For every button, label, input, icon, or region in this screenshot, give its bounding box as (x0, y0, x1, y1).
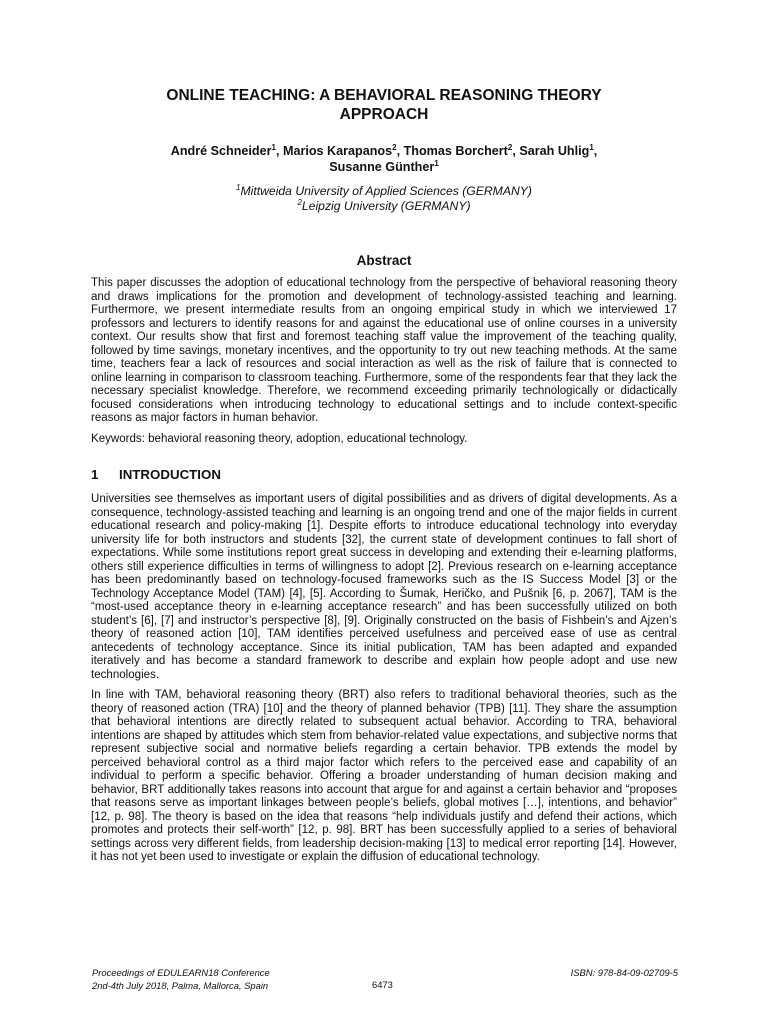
affiliation-item (91, 199, 677, 214)
title-line-2: APPROACH (339, 106, 429, 123)
conference-date-location: 2nd-4th July 2018, Palma, Mallorca, Spain (92, 979, 269, 991)
body-paragraph: In line with TAM, behavioral reasoning theory (BRT) also refers to traditional behavioral theories, such as the theory of reasoned action (TRA) [10] and the theory of planned behavior (TPB) [11]. They share the assumption that behavioral intentions are directly related to subsequent actual behavior. According to TRA, behavioral intentions are shaped by attitudes which stem from behavior-related value expectations, and subjective norms that represent subjective social and normative beliefs regarding a certain behavior. TPB extends the model by perceived behavioral control as a third major factor which refers to the perceived ease and capability of an individual to perform a specific behavior. Offering a broader understanding of human decision making and behavior, BRT additionally takes reasons into account that argue for and against a certain behavior and “proposes that reasons serve as important linkages between people’s beliefs, global motives […], intentions, and behavior” [12, p. 98]. The theory is based on the idea that reasons “help individuals justify and defend their actions, which promotes and protects their self-worth” [12, p. 98]. BRT has been successfully applied to a series of behavioral settings across very different fields, from leadership decision-making [13] to medical error reporting [14]. However, it has not yet been used to investigate or explain the diffusion of educational technology. (91, 689, 677, 863)
author-name: Sarah Uhlig (519, 144, 590, 158)
affiliation-text: Mittweida University of Applied Sciences (GERMANY) (240, 184, 532, 198)
author-list (91, 143, 677, 175)
author-separator: , (396, 144, 404, 158)
author-separator: , (275, 144, 283, 158)
keywords: Keywords: behavioral reasoning theory, adoption, educational technology. (91, 432, 468, 445)
author-name: Susanne Günther (329, 160, 435, 174)
title-line-1: ONLINE TEACHING: A BEHAVIORAL REASONING THEORY (166, 87, 602, 104)
author-line-2 (91, 159, 677, 175)
author-separator: , (593, 144, 598, 158)
affiliation-list (91, 184, 677, 214)
author-affiliation-mark: 1 (434, 158, 439, 168)
author-name: Thomas Borchert (403, 144, 508, 158)
affiliation-text: Leipzig University (GERMANY) (301, 199, 471, 213)
conference-info (92, 967, 270, 992)
abstract-heading: Abstract (356, 253, 412, 268)
section-number: 1 (91, 467, 99, 482)
author-name: André Schneider (170, 144, 272, 158)
paper-title (91, 86, 677, 124)
affiliation-item (91, 184, 677, 199)
abstract-paragraph: This paper discusses the adoption of educational technology from the perspective of behavioral reasoning theory and draws implications for the promotion and development of technology-assisted teaching and learning. Furthermore, we present intermediate results from an ongoing empirical study in which we interviewed 17 professors and lecturers to identify reasons for and against the educational use of online courses in a university context. Our results show that first and foremost teaching staff value the improvement of the teaching quality, followed by time savings, monetary incentives, and the opportunity to try out new teaching methods. At the same time, teachers fear a lack of resources and social interaction as well as the risk of failure that is connected to online learning in comparison to classroom teaching. Furthermore, some of the respondents fear that they lack the necessary specialist knowledge. Therefore, we recommend exceeding primarily technologically or didactically focused considerations when introducing technology to educational settings and to include context-specific reasons as major factors in human behavior. (91, 277, 677, 424)
section-title: INTRODUCTION (119, 467, 221, 482)
author-affiliation-mark: 2 (392, 142, 397, 152)
author-line-1 (91, 143, 677, 159)
author-affiliation-mark: 2 (507, 142, 513, 152)
conference-name: Proceedings of EDULEARN18 Conference (92, 967, 270, 978)
author-affiliation-mark: 1 (271, 142, 276, 152)
author-separator: , (512, 144, 520, 158)
body-paragraph: Universities see themselves as important users of digital possibilities and as drivers of digital developments. As a consequence, technology-assisted teaching and learning is an ongoing trend and one of the major fields in current educational research and policy-making [1]. Despite efforts to introduce educational technology into everyday university life for both instructors and students [32], the current state of development continues to fall short of expectations. While some institutions report great success in developing and extending their e-learning platforms, others still experience difficulties in terms of willingness to adopt [2]. Previous research on e-learning acceptance has been predominantly based on technology-focused frameworks such as the IS Success Model [3] or the Technology Acceptance Model (TAM) [4], [5]. According to Šumak, Heričko, and Pušnik [6, p. 2067], TAM is the “most-used acceptance theory in e-learning acceptance research” and has been successfully utilized on both student’s [6], [7] and instructor’s perspective [8], [9]. Originally constructed on the basis of Fishbein’s and Ajzen’s theory of reasoned action [10], TAM identifies perceived usefulness and perceived ease of use as central antecedents of technology acceptance. Since its initial publication, TAM has been adapted and expanded iteratively and has become a standard framework to describe and explain how people adopt and use new technologies. (91, 493, 677, 681)
isbn: ISBN: 978-84-09-02709-5 (570, 967, 678, 978)
affiliation-mark: 1 (236, 182, 241, 192)
page-number: 6473 (372, 979, 393, 990)
author-name: Marios Karapanos (282, 144, 393, 158)
paper-page (91, 86, 677, 865)
section-heading-introduction (91, 467, 677, 483)
affiliation-mark: 2 (297, 197, 302, 207)
author-affiliation-mark: 1 (589, 142, 594, 152)
